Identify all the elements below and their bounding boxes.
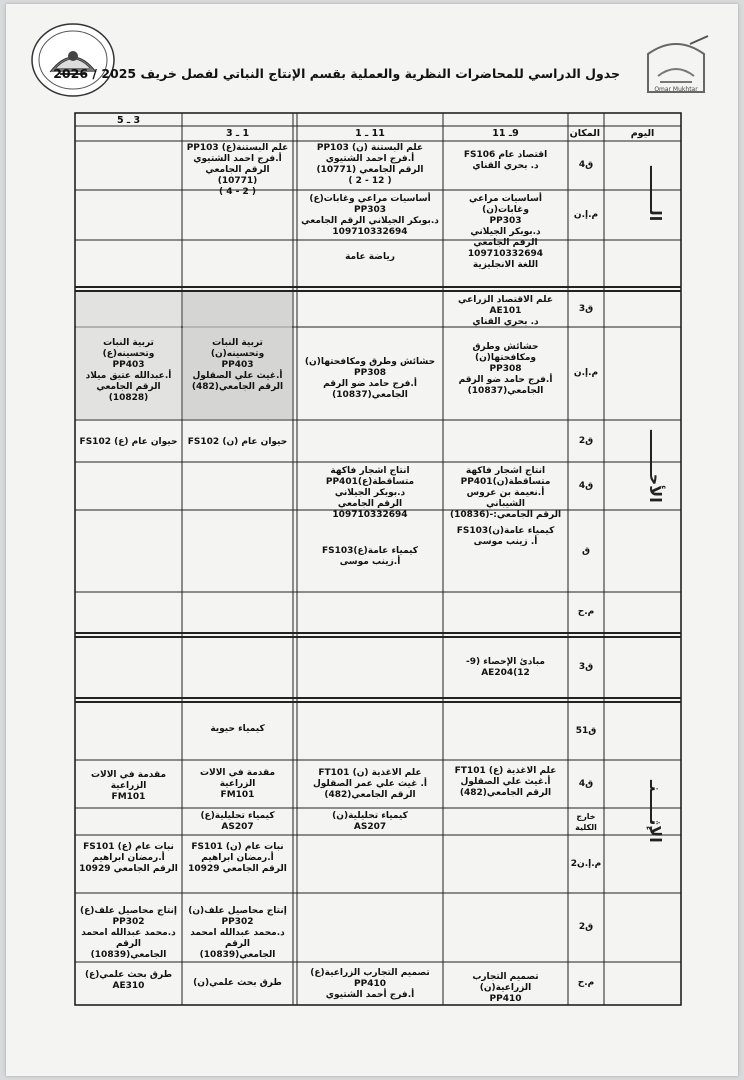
course-cell: اقتصاد عام FS106 د. بحري القناي <box>463 150 548 171</box>
header-slot-4: 3 ـ 5 <box>116 115 141 126</box>
course-cell: علم الاقتصاد الزراعي AE101 د. بحري القناي <box>458 295 553 327</box>
row-place: ق2 <box>578 435 594 446</box>
course-cell: انتاج اشجار فاكهة متساقطة(ع)PP401 د.بوبكر الجيلاني الرقم الجامعي 109710332694 <box>325 466 415 520</box>
course-cell: تصميم التجارب الزراعية(ع) PP410 أ.فرج أحمد الشتيوي <box>310 968 430 1000</box>
course-cell: كيمياء عامة(ن)FS103 أ. زينب موسى <box>456 526 555 547</box>
course-cell <box>75 141 182 190</box>
course-cell: تربية النبات وتحسينه(ن) PP403 أ.غيث علي الصقلول الرقم الجامعي(482) <box>191 338 284 392</box>
course-cell: أساسيات مراعي وغابات(ع) PP303 د.بوبكر الجيلاني الرقم الجامعي 109710332694 <box>301 194 439 237</box>
course-cell: تربية النبات وتحسينه(ع) PP403 أ.عبدالله عتيق ميلاد الرقم الجامعي (10828) <box>85 338 172 403</box>
course-cell: كيمياء عامة(ع)FS103 أ.زينب موسى <box>321 546 419 567</box>
day-label-2: الأحــــــــ <box>646 430 665 503</box>
course-cell: كيمياء تحليلية(ن) AS207 <box>332 811 408 832</box>
course-cell: كيمياء تحليلية(ع) AS207 <box>200 811 275 832</box>
row-place: م.إ.ن <box>573 209 599 220</box>
course-cell: إنتاج محاصيل علف(ن) PP302 د.محمد عبدالله امحمد الرقم الجامعي(10839) <box>188 906 287 960</box>
course-cell: علم البستنة(ع) PP103 أ.فرج احمد الشتيوي الرقم الجامعي (10771) ( 2 - 4 ) <box>186 143 289 197</box>
course-cell: علم الاغذية (ن) FT101 أ. غيث علي عمر الصقلول الرقم الجامعي(482) <box>312 768 428 800</box>
header-slot-3: 1 ـ 3 <box>225 128 250 139</box>
row-place: خارج الكلية <box>575 811 597 832</box>
row-place: ق4 <box>578 480 594 491</box>
header-slot-1: 9ـ 11 <box>492 128 519 139</box>
course-cell: أساسيات مراعي وغابات(ن) PP303 د.بوبكر الجيلاني الرقم الجامعي 109710332694 <box>467 194 544 259</box>
course-cell: علم البستنة (ن) PP103 أ.فرج احمد الشتيوي الرقم الجامعي (10771) ( 12 - 2 ) <box>316 143 424 186</box>
row-place: م.ح <box>577 978 595 988</box>
course-cell: مقدمة في الالات الزراعية FM101 <box>90 770 167 802</box>
row-place: م.إ.ن <box>573 368 599 378</box>
row-place: ق4 <box>578 778 594 789</box>
course-cell: تصميم التجارب الزراعية(ن) PP410 <box>472 972 539 1004</box>
day-label-1: الــــــــ <box>646 166 665 222</box>
row-place: ق4 <box>578 160 594 170</box>
course-cell: مقدمة في الالات الزراعية FM101 <box>199 768 276 800</box>
course-cell: حيوان عام (ع) FS102 <box>79 437 178 447</box>
course-cell: انتاج اشجار فاكهة متساقطة(ن)PP401 أ.نعيمة بن عروس الشيباني الرقم الجامعي:-(10836) <box>449 466 562 520</box>
row-place: ق3 <box>578 303 594 314</box>
course-cell: طرق بحث علمي(ن) <box>193 978 282 988</box>
row-place: ق3 <box>578 662 594 672</box>
page-title: جدول الدراسي للمحاضرات النظرية والعملية بقسم الإنتاج النباتي لفصل خريف 2025 / 2026 <box>53 66 620 81</box>
header-place: المكان <box>569 128 600 139</box>
header-slot-2: 11 ـ 1 <box>355 128 385 139</box>
course-cell: طرق بحث علمي(ع) AE310 <box>84 970 173 991</box>
course-cell <box>182 190 293 240</box>
row-place: ق2 <box>578 922 594 932</box>
header-day: اليوم <box>630 128 655 139</box>
row-place: ق51 <box>575 725 597 736</box>
course-cell: إنتاج محاصيل علف(ع) PP302 د.محمد عبدالله امحمد الرقم الجامعي(10839) <box>79 906 178 960</box>
course-cell <box>75 190 182 240</box>
row-place: ق <box>581 545 591 556</box>
course-cell: حشائش وطرق ومكافحتها(ن) PP308 أ.فرج حامد ضو الرقم الجامعي(10837) <box>304 357 436 400</box>
course-cell: نبات عام (ع) FS101 أ.رمضان ابراهيم الرقم الجامعي 10929 <box>79 842 178 874</box>
course-cell: كيمياء حيوية <box>210 724 265 734</box>
course-cell: مبادئ الإحصاء (9-12)AE204 <box>465 657 545 678</box>
day-label-3: الإثـــــنـ <box>646 780 665 843</box>
svg-text:Omar Mukhtar: Omar Mukhtar <box>654 86 698 93</box>
course-cell: رياضة عامة <box>345 252 395 262</box>
course-cell: اللغة الانجليزية <box>472 260 539 270</box>
course-cell: حشائش وطرق ومكافحتها(ن) PP308 أ.فرج حامد ضو الرقم الجامعي(10837) <box>458 342 553 396</box>
row-place: م.ح <box>577 607 595 617</box>
course-cell: نبات عام (ن) FS101 أ.رمضان ابراهيم الرقم الجامعي 10929 <box>188 842 287 874</box>
course-cell: علم الاغذية (ع) FT101 أ.غيث علي الصقلول الرقم الجامعي(482) <box>454 766 557 798</box>
row-place <box>568 240 604 287</box>
course-cell: حيوان عام (ن) FS102 <box>187 437 288 447</box>
row-place: م.إ.ن2 <box>570 858 602 869</box>
